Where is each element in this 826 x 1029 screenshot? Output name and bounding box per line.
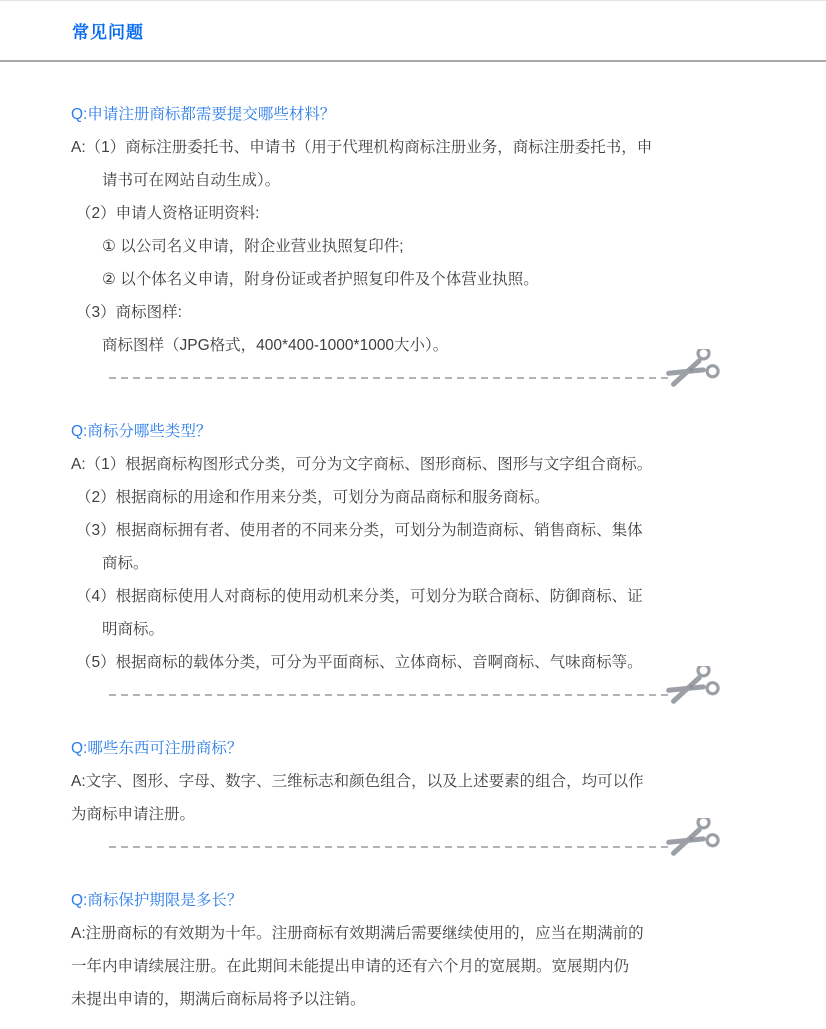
scissors-icon xyxy=(666,818,720,858)
page-title: 常见问题 xyxy=(72,23,144,42)
answer-line: 商标图样（JPG格式，400*400-1000*1000大小）。 xyxy=(102,337,449,354)
answer-line: ① 以公司名义申请，附企业营业执照复印件; xyxy=(102,238,404,255)
page-header xyxy=(0,1,826,62)
answer-line: 商标。 xyxy=(102,555,149,572)
answer-line: 为商标申请注册。 xyxy=(71,806,196,823)
answer-block xyxy=(71,917,751,1016)
answer-line: A:文字、图形、字母、数字、三维标志和颜色组合，以及上述要素的组合，均可以作 xyxy=(71,773,644,790)
answer-block xyxy=(71,448,751,679)
question-text: Q:商标分哪些类型？ xyxy=(71,423,212,440)
dashed-line xyxy=(109,694,673,696)
cut-line-separator xyxy=(71,679,751,696)
answer-line: 明商标。 xyxy=(102,621,165,638)
answer-line: （2）申请人资格证明资料: xyxy=(76,205,260,222)
answer-line: （4）根据商标使用人对商标的使用动机来分类，可划分为联合商标、防御商标、证 xyxy=(76,588,643,605)
cut-line-separator xyxy=(71,831,751,848)
answer-line: 请书可在网站自动生成）。 xyxy=(102,172,281,189)
question-text: Q:哪些东西可注册商标？ xyxy=(71,740,243,757)
dashed-line xyxy=(109,846,673,848)
answer-line: A:注册商标的有效期为十年。注册商标有效期满后需要继续使用的，应当在期满前的 xyxy=(71,925,644,942)
question-text: Q:商标保护期限是多长？ xyxy=(71,892,243,909)
answer-line: ② 以个体名义申请，附身份证或者护照复印件及个体营业执照。 xyxy=(102,271,539,288)
answer-line: 一年内申请续展注册。在此期间未能提出申请的还有六个月的宽展期。宽展期内仍 xyxy=(71,958,630,975)
answer-block xyxy=(71,131,751,362)
answer-line: A:（1）商标注册委托书、申请书（用于代理机构商标注册业务，商标注册委托书，申 xyxy=(71,139,653,156)
qa-section-duration xyxy=(71,848,751,1016)
scissors-icon xyxy=(666,666,720,706)
answer-line: （3）商标图样: xyxy=(76,304,182,321)
scissors-icon xyxy=(666,349,720,389)
answer-line: A:（1）根据商标构图形式分类，可分为文字商标、图形商标、图形与文字组合商标。 xyxy=(71,456,653,473)
answer-line: （3）根据商标拥有者、使用者的不同来分类，可划分为制造商标、销售商标、集体 xyxy=(76,522,643,539)
qa-section-types xyxy=(71,379,751,679)
dashed-line xyxy=(109,377,673,379)
question-text: Q:申请注册商标都需要提交哪些材料？ xyxy=(71,106,336,123)
answer-line: 未提出申请的，期满后商标局将予以注销。 xyxy=(71,991,366,1008)
cut-line-separator xyxy=(71,362,751,379)
answer-line: （5）根据商标的载体分类，可分为平面商标、立体商标、音啊商标、气味商标等。 xyxy=(76,654,643,671)
answer-line: （2）根据商标的用途和作用来分类，可划分为商品商标和服务商标。 xyxy=(76,489,550,506)
faq-content xyxy=(0,62,826,1016)
answer-block xyxy=(71,765,751,831)
qa-section-registrable xyxy=(71,696,751,831)
qa-section-materials xyxy=(71,62,751,362)
